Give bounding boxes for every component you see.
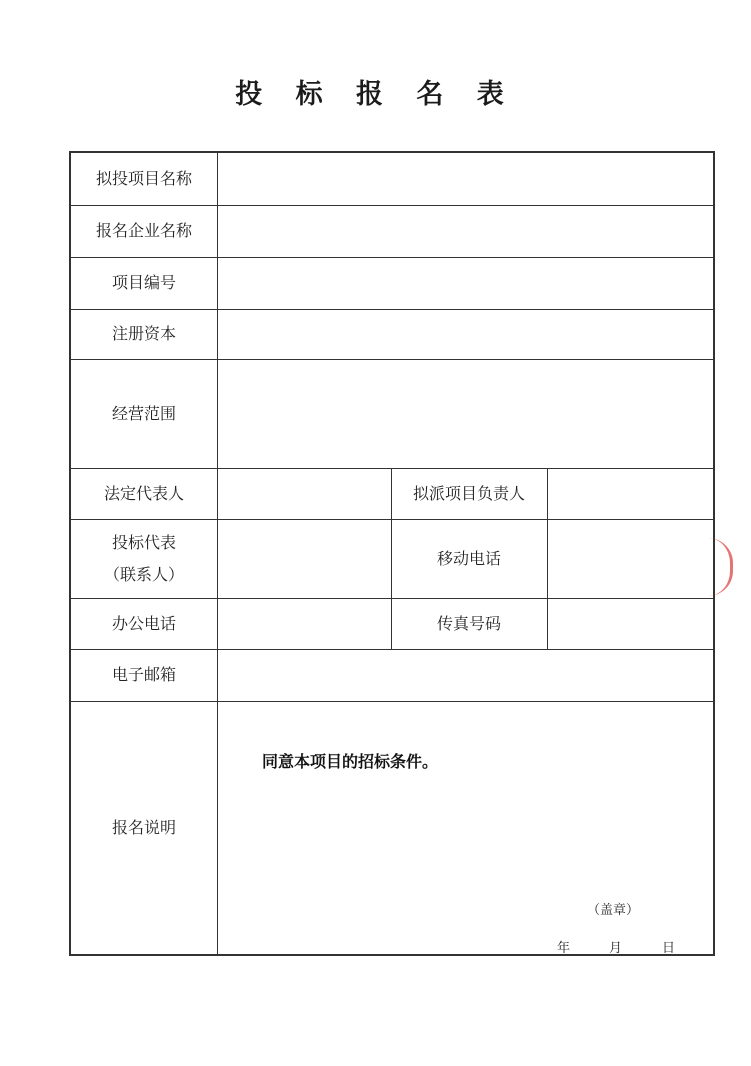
label-mobile: 移动电话: [436, 548, 501, 568]
value-project-name[interactable]: [218, 153, 713, 205]
value-capital[interactable]: [218, 309, 713, 359]
value-company-name[interactable]: [218, 205, 713, 257]
label-bid-rep-line2: （联系人）: [103, 564, 184, 584]
label-legal-rep: 法定代表人: [103, 483, 184, 503]
label-project-no: 项目编号: [111, 273, 176, 292]
label-fax: 传真号码: [436, 613, 501, 633]
label-office-phone: 办公电话: [111, 613, 176, 633]
registration-form: [69, 151, 715, 956]
agreement-text: 同意本项目的招标条件。: [262, 752, 439, 771]
date-year-label: 年: [557, 941, 571, 956]
value-email[interactable]: [218, 649, 713, 701]
page-title: 投 标 报 名 表: [235, 79, 516, 110]
value-business-scope[interactable]: [218, 359, 713, 468]
label-project-name: 拟投项目名称: [95, 169, 192, 188]
label-project-manager: 拟派项目负责人: [412, 483, 525, 503]
label-company-name: 报名企业名称: [95, 221, 192, 240]
red-seal-edge-icon: [708, 538, 733, 596]
value-project-no[interactable]: [218, 257, 713, 309]
label-capital: 注册资本: [111, 324, 176, 343]
value-project-manager[interactable]: [548, 468, 713, 519]
date-day-label: 日: [662, 941, 676, 956]
seal-label: （盖章）: [587, 903, 640, 918]
label-notes: 报名说明: [111, 817, 176, 837]
label-business-scope: 经营范围: [111, 403, 176, 423]
value-fax[interactable]: [548, 598, 713, 649]
date-month-label: 月: [609, 941, 623, 956]
value-bid-rep[interactable]: [218, 519, 391, 598]
label-bid-rep-line1: 投标代表: [111, 532, 176, 552]
label-email: 电子邮箱: [111, 665, 176, 684]
value-mobile[interactable]: [548, 519, 713, 598]
value-legal-rep[interactable]: [218, 468, 391, 519]
value-office-phone[interactable]: [218, 598, 391, 649]
label-bid-rep: [71, 519, 217, 598]
